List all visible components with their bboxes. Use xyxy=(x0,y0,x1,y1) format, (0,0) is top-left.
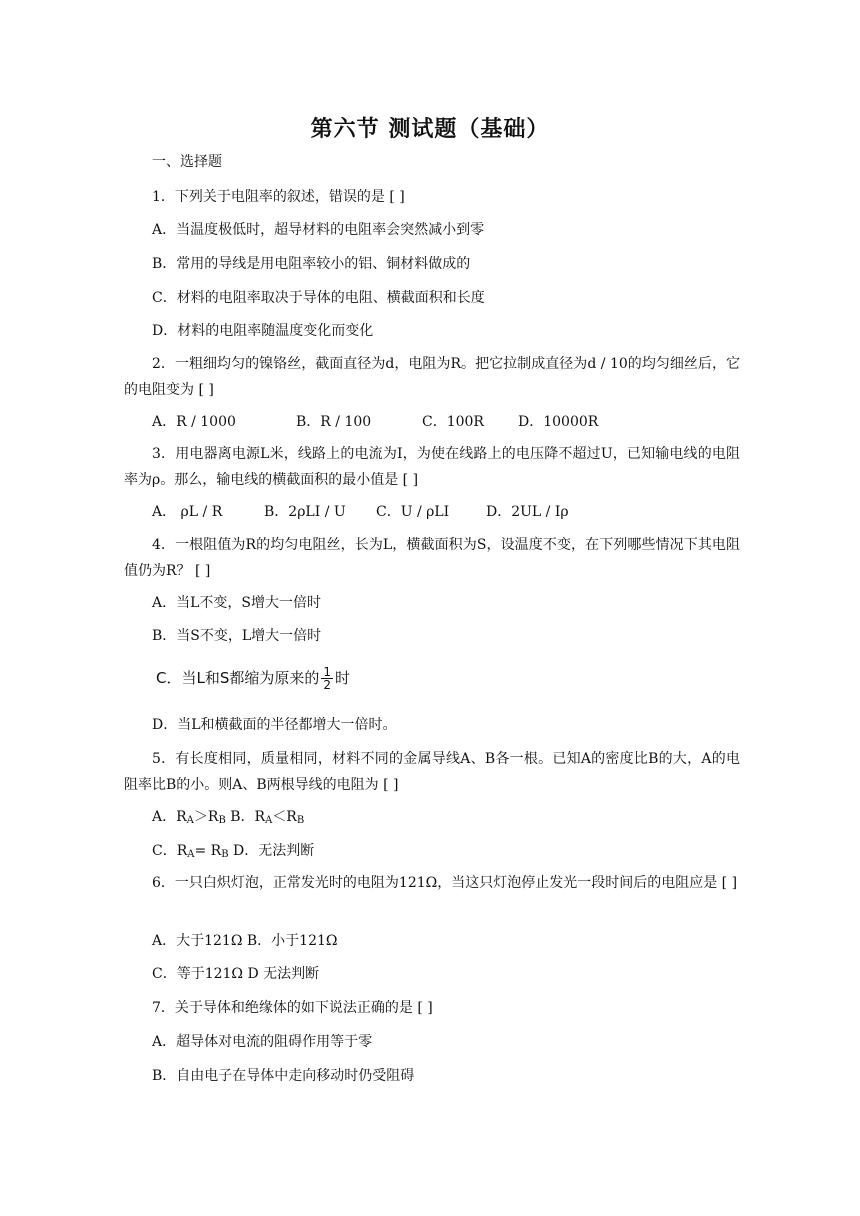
fraction-numerator: 1 xyxy=(323,665,331,679)
q3-options xyxy=(152,503,569,521)
q5-stem: 5．有长度相同，质量相同，材料不同的金属导线A、B各一根。已知A的密度比B的大，A的电阻率比B的小。则A、B两根导线的电阻为 [ ] xyxy=(124,751,740,793)
q3-option-b: B．2ρLI / U xyxy=(264,504,346,520)
q6-stem: 6．一只白炽灯泡，正常发光时的电阻为121Ω，当这只灯泡停止发光一段时间后的电阻应是 [ ] xyxy=(152,875,738,891)
q2-option-c: C．100R xyxy=(422,414,484,430)
q4-option-c-suffix: 时 xyxy=(335,669,351,687)
fraction-denominator: 2 xyxy=(323,678,331,692)
q7-option-b: B．自由电子在导体中走向移动时仍受阻碍 xyxy=(152,1068,415,1084)
q5-options-cd: C．$R_A= R_B$ D．无法判断 xyxy=(152,843,315,860)
q3-option-d: D．2UL / Iρ xyxy=(486,504,569,520)
q1-option-c: C．材料的电阻率取决于导体的电阻、横截面积和长度 xyxy=(152,290,485,306)
q1-option-b: B．常用的导线是用电阻率较小的铝、铜材料做成的 xyxy=(152,256,471,272)
q2-stem: 2．一粗细均匀的镍铬丝，截面直径为d，电阻为R。把它拉制成直径为d / 10的均匀细丝后，它的电阻变为 [ ] xyxy=(124,356,740,398)
q1-option-a: A．当温度极低时，超导材料的电阻率会突然减小到零 xyxy=(152,222,485,238)
q2-option-a: A．R / 1000 xyxy=(152,414,236,430)
q2-option-d: D．10000R xyxy=(518,414,599,430)
q2-options xyxy=(152,413,598,431)
fraction-one-half xyxy=(321,666,333,691)
q3-option-a: A． ρL / R xyxy=(152,504,223,520)
q3-option-c: C．U / ρLI xyxy=(376,504,450,520)
q2-option-b: B．R / 100 xyxy=(296,414,372,430)
section-heading: 一、选择题 xyxy=(152,154,222,170)
q6-options-ab: A．大于121Ω B．小于121Ω xyxy=(152,933,338,949)
q5-options-ab: A．$R_A>R_B$ B．$R_A<R_B$ xyxy=(152,809,305,826)
q1-option-d: D．材料的电阻率随温度变化而变化 xyxy=(152,323,374,339)
q4-option-c-prefix: C．当L和S都缩为原来的 xyxy=(156,669,320,687)
q6-options-cd: C．等于121Ω D 无法判断 xyxy=(152,966,320,982)
q4-option-a: A．当L不变，S增大一倍时 xyxy=(152,595,321,611)
q7-option-a: A．超导体对电流的阻碍作用等于零 xyxy=(152,1034,373,1050)
q4-option-c xyxy=(156,666,350,691)
q3-stem: 3．用电器离电源L米，线路上的电流为I，为使在线路上的电压降不超过U，已知输电线的电阻率为ρ。那么，输电线的横截面积的最小值是 [ ] xyxy=(124,446,740,488)
q4-option-d: D．当L和横截面的半径都增大一倍时。 xyxy=(152,717,397,733)
q4-option-b: B．当S不变，L增大一倍时 xyxy=(152,628,322,644)
q4-stem: 4．一根阻值为R的均匀电阻丝，长为L，横截面积为S，设温度不变，在下列哪些情况下其电阻值仍为R？ [ ] xyxy=(124,537,740,579)
q7-stem: 7．关于导体和绝缘体的如下说法正确的是 [ ] xyxy=(152,1000,433,1016)
page-title: 第六节 测试题（基础） xyxy=(310,117,550,142)
q1-stem: 1．下列关于电阻率的叙述，错误的是 [ ] xyxy=(152,189,405,205)
